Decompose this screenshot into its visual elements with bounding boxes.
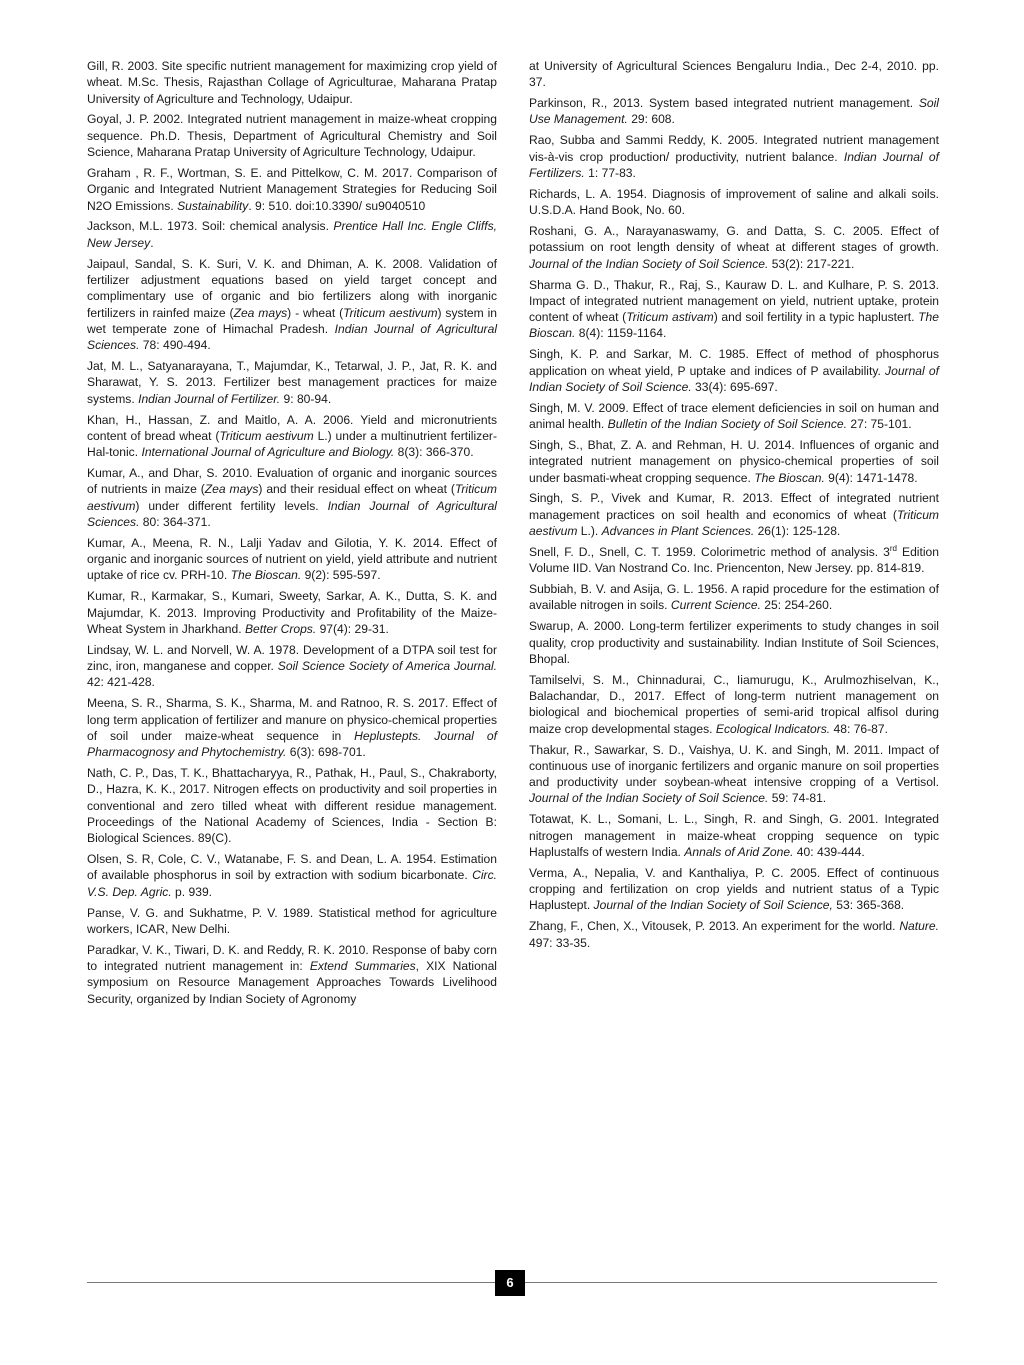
- page-number: 6: [495, 1270, 525, 1296]
- reference-text: Richards, L. A. 1954. Diagnosis of improvement of saline and alkali soils. U.S.D.A. Hand Book, No. 60.: [529, 186, 939, 218]
- reference-entry: [87, 256, 497, 354]
- reference-italic-text: Triticum astivam: [626, 310, 714, 325]
- reference-text: 33(4): 695-697.: [691, 379, 778, 394]
- reference-entry: [87, 465, 497, 530]
- reference-text: Jackson, M.L. 1973. Soil: chemical analysis.: [87, 219, 334, 234]
- reference-italic-text: Ecological Indicators.: [715, 721, 831, 736]
- reference-entry: [87, 58, 497, 107]
- reference-text: Thakur, R., Sawarkar, S. D., Vaishya, U. K. and Singh, M. 2011. Impact of continuous use of inorganic fertilizers and organic manure on soil properties and productivity under soybean-wheat intensive cropping of a Vertisol.: [529, 742, 939, 790]
- reference-text: 53(2): 217-221.: [768, 256, 855, 271]
- reference-italic-text: Zea mays: [233, 305, 288, 320]
- reference-text: Subbiah, B. V. and Asija, G. L. 1956. A rapid procedure for the estimation of available nitrogen in soils.: [529, 582, 939, 613]
- reference-entry: [87, 695, 497, 760]
- reference-text: , XIX National symposium on Resource Management Approaches Towards Livelihood Security, organized by Indian Society of Agronomy: [87, 959, 497, 1006]
- reference-italic-text: Prentice Hall Inc. Engle Cliffs, New Jersey: [87, 219, 497, 250]
- reference-text: rd: [889, 543, 897, 553]
- reference-entry: [529, 223, 939, 272]
- reference-text: Kumar, A., Meena, R. N., Lalji Yadav and Gilotia, Y. K. 2014. Effect of organic and inorganic sources of nutrient on yield, yield attribute and nutrient uptake of rice cv. PRH-10.: [87, 535, 497, 583]
- reference-entry: [529, 132, 939, 181]
- reference-text: Nath, C. P., Das, T. K., Bhattacharyya, R., Pathak, H., Paul, S., Chakraborty, D., Hazra, K. K., 2017. Nitrogen effects on productivity and soil properties in conventional and zero tilled wheat with different residue management. Proceedings of the National Academy of Sciences, India - Section B: Biological Sciences. 89(C).: [87, 766, 497, 846]
- reference-italic-text: Journal of Indian Society of Soil Science.: [529, 363, 939, 394]
- reference-entry: [529, 58, 939, 91]
- reference-text: Snell, F. D., Snell, C. T. 1959. Colorimetric method of analysis. 3: [529, 544, 890, 559]
- reference-italic-text: Sustainability: [177, 198, 249, 213]
- reference-italic-text: Current Science.: [670, 598, 761, 613]
- reference-italic-text: Triticum aestivum: [529, 507, 939, 539]
- reference-text: 25: 254-260.: [760, 598, 833, 613]
- reference-text: 48: 76-87.: [830, 721, 888, 736]
- reference-text: p. 939.: [171, 884, 213, 899]
- reference-text: 9(2): 595-597.: [301, 568, 381, 583]
- reference-text: Gill, R. 2003. Site specific nutrient management for maximizing crop yield of wheat. M.Sc. Thesis, Rajasthan Collage of Agriculturae, Maharana Pratap University of Agriculture and Technology, Udaipur.: [87, 59, 497, 106]
- reference-text: Panse, V. G. and Sukhatme, P. V. 1989. Statistical method for agriculture workers, ICAR, New Delhi.: [87, 905, 497, 936]
- reference-italic-text: Advances in Plant Sciences.: [601, 524, 755, 539]
- reference-text: Verma, A., Nepalia, V. and Kanthaliya, P. C. 2005. Effect of continuous cropping and fertilization on crop yields and nutrient status of a Typic Haplustept.: [529, 865, 939, 913]
- reference-text: . 9: 510. doi:10.3390/ su9040510: [248, 198, 426, 213]
- reference-entry: [87, 905, 497, 938]
- reference-entry: [529, 95, 939, 128]
- reference-text: Tamilselvi, S. M., Chinnadurai, C., Iiamurugu, K., Arulmozhiselvan, K., Balachandar, D., 2017. Effect of long-term nutrient management on biological and biochemical properties of semi-arid tropical alfisol during maize crop developmental stages.: [529, 672, 939, 736]
- reference-entry: [529, 672, 939, 737]
- reference-text: Totawat, K. L., Somani, L. L., Singh, R. and Singh, G. 2001. Integrated nitrogen management in maize-wheat cropping sequence on typic Haplustalfs of western India.: [529, 812, 939, 859]
- reference-text: 42: 421-428.: [87, 675, 155, 690]
- reference-entry: [529, 186, 939, 219]
- reference-text: 9(4): 1471-1478.: [824, 470, 918, 485]
- reference-text: Parkinson, R., 2013. System based integrated nutrient management.: [529, 96, 919, 111]
- reference-italic-text: International Journal of Agriculture and Biology.: [141, 445, 395, 460]
- reference-entry: [87, 165, 497, 214]
- reference-italic-text: Indian Journal of Agricultural Sciences.: [87, 498, 497, 529]
- reference-text: Zhang, F., Chen, X., Vitousek, P. 2013. An experiment for the world.: [529, 919, 900, 934]
- reference-text: 97(4): 29-31.: [316, 621, 389, 636]
- reference-text: ) - wheat (: [287, 305, 344, 320]
- reference-entry: [87, 942, 497, 1007]
- reference-italic-text: The Bioscan.: [529, 310, 940, 341]
- reference-entry: [87, 642, 497, 691]
- reference-entry: [529, 581, 939, 614]
- reference-text: 53: 365-368.: [832, 898, 905, 913]
- reference-italic-text: Triticum aestivum: [219, 428, 314, 443]
- reference-entry: [529, 918, 939, 951]
- reference-entry: [87, 358, 497, 407]
- reference-entry: [529, 618, 939, 667]
- reference-italic-text: Extend Summaries: [309, 959, 416, 974]
- reference-text: Rao, Subba and Sammi Reddy, K. 2005. Integrated nutrient management vis-à-vis crop production/ productivity, nutrient balance.: [529, 133, 939, 164]
- reference-italic-text: Nature.: [899, 919, 939, 934]
- reference-italic-text: Better Crops.: [244, 621, 317, 636]
- reference-text: ) system in wet temperate zone of Himachal Pradesh.: [87, 305, 498, 336]
- reference-text: 1: 77-83.: [584, 165, 636, 180]
- reference-text: 8(4): 1159-1164.: [575, 326, 667, 341]
- references-right-column: [529, 58, 939, 956]
- reference-entry: [529, 865, 939, 914]
- reference-italic-text: Circ. V.S. Dep. Agric.: [87, 868, 497, 899]
- reference-text: Goyal, J. P. 2002. Integrated nutrient management in maize-wheat cropping sequence. Ph.D. Thesis, Department of Agricultural Chemistry and Soil Science, Maharana Pratap University of Agriculture Technology, Udaipur.: [87, 112, 497, 160]
- reference-text: L.).: [577, 524, 602, 539]
- reference-text: Kumar, A., and Dhar, S. 2010. Evaluation of organic and inorganic sources of nutrients in maize (: [87, 465, 497, 497]
- reference-text: 6(3): 698-701.: [286, 745, 366, 760]
- reference-text: 27: 75-101.: [847, 417, 912, 432]
- reference-text: 26(1): 125-128.: [754, 524, 841, 539]
- reference-text: 497: 33-35.: [529, 935, 591, 950]
- reference-text: Meena, S. R., Sharma, S. K., Sharma, M. and Ratnoo, R. S. 2017. Effect of long term application of fertilizer and manure on physico-chemical properties of soil under maize-wheat sequence in: [87, 696, 497, 743]
- reference-entry: [529, 277, 939, 342]
- reference-entry: [87, 588, 497, 637]
- reference-text: Singh, S. P., Vivek and Kumar, R. 2013. Effect of integrated nutrient management practices on soil health and economics of wheat (: [529, 491, 939, 522]
- reference-italic-text: Heplustepts. Journal of Pharmacognosy and Phytochemistry.: [87, 728, 497, 760]
- reference-text: .: [150, 235, 154, 250]
- reference-text: ) and soil fertility in a typic haplustert.: [713, 310, 919, 325]
- reference-entry: [87, 111, 497, 160]
- reference-entry: [87, 218, 497, 251]
- reference-entry: [529, 544, 939, 577]
- reference-text: Kumar, R., Karmakar, S., Kumari, Sweety, Sarkar, A. K., Dutta, S. K. and Majumdar, K. 2013. Improving Productivity and Profitability of the Maize-Wheat System in Jharkhand.: [87, 589, 497, 636]
- reference-entry: [529, 742, 939, 807]
- reference-text: 8(3): 366-370.: [394, 445, 474, 460]
- reference-text: Edition Volume IID. Van Nostrand Co. Inc. Priencenton, New Jersey. pp. 814-819.: [529, 544, 939, 576]
- reference-text: Lindsay, W. L. and Norvell, W. A. 1978. Development of a DTPA soil test for zinc, iron, manganese and copper.: [87, 642, 497, 674]
- reference-entry: [529, 400, 939, 433]
- reference-entry: [529, 346, 939, 395]
- reference-text: ) and their residual effect on wheat (: [258, 482, 455, 497]
- reference-italic-text: The Bioscan.: [230, 568, 302, 583]
- reference-italic-text: Triticum aestivum: [87, 482, 497, 513]
- reference-text: Sharma G. D., Thakur, R., Raj, S., Kauraw D. L. and Kulhare, P. S. 2013. Impact of integrated nutrient management on yield, nutrient uptake, protein content of wheat (: [529, 277, 939, 325]
- reference-italic-text: Triticum aestivum: [343, 305, 438, 320]
- reference-text: Jaipaul, Sandal, S. K. Suri, V. K. and Dhiman, A. K. 2008. Validation of fertilizer adjustment equations based on yield target concept and complimentary use of organic and bio fertilizers along with inorganic fertilizers in rainfed maize (: [87, 256, 497, 320]
- reference-italic-text: The Bioscan.: [754, 470, 825, 485]
- reference-italic-text: Soil Use Management.: [529, 96, 939, 127]
- reference-italic-text: Annals of Arid Zone.: [684, 844, 794, 859]
- reference-text: 9: 80-94.: [280, 391, 332, 406]
- reference-entry: [87, 851, 497, 900]
- reference-entry: [87, 535, 497, 584]
- reference-text: Khan, H., Hassan, Z. and Maitlo, A. A. 2006. Yield and micronutrients content of bread wheat (: [87, 412, 497, 443]
- reference-text: ) under different fertility levels.: [135, 498, 328, 513]
- reference-text: 78: 490-494.: [139, 338, 211, 353]
- reference-entry: [87, 412, 497, 461]
- references-left-column: [87, 58, 497, 1012]
- reference-text: Roshani, G. A., Narayanaswamy, G. and Datta, S. C. 2005. Effect of potassium on root length density of wheat at different stages of growth.: [529, 224, 939, 255]
- reference-italic-text: Journal of the Indian Society of Soil Science.: [529, 256, 769, 271]
- reference-text: 29: 608.: [627, 112, 675, 127]
- reference-italic-text: Zea mays: [204, 482, 259, 497]
- reference-entry: [87, 765, 497, 846]
- reference-entry: [529, 490, 939, 539]
- reference-italic-text: Journal of the Indian Society of Soil Science.: [529, 791, 769, 806]
- reference-text: 59: 74-81.: [768, 791, 827, 806]
- reference-text: Singh, M. V. 2009. Effect of trace element deficiencies in soil on human and animal health.: [529, 400, 939, 432]
- reference-italic-text: Journal of the Indian Society of Soil Science,: [593, 898, 833, 913]
- reference-text: Paradkar, V. K., Tiwari, D. K. and Reddy, R. K. 2010. Response of baby corn to integrated nutrient management in:: [87, 942, 497, 974]
- reference-text: Olsen, S. R, Cole, C. V., Watanabe, F. S. and Dean, L. A. 1954. Estimation of available phosphorus in soil by extraction with sodium bicarbonate.: [87, 852, 497, 883]
- reference-italic-text: Indian Journal of Fertilizers.: [529, 149, 940, 180]
- reference-entry: [529, 437, 939, 486]
- reference-text: at University of Agricultural Sciences Bengaluru India., Dec 2-4, 2010. pp. 37.: [529, 59, 939, 90]
- reference-text: Singh, S., Bhat, Z. A. and Rehman, H. U. 2014. Influences of organic and integrated nutrient management on physico-chemical properties of soil under basmati-wheat cropping sequence.: [529, 437, 939, 485]
- reference-text: L.) under a multinutrient fertilizer-Hal-tonic.: [87, 428, 497, 460]
- reference-text: Graham , R. F., Wortman, S. E. and Pittelkow, C. M. 2017. Comparison of Organic and Integrated Nutrient Management Strategies for Reducing Soil N2O Emissions.: [87, 165, 497, 213]
- reference-entry: [529, 811, 939, 860]
- reference-text: Swarup, A. 2000. Long-term fertilizer experiments to study changes in soil quality, crop productivity and sustainability. Indian Institute of Soil Sciences, Bhopal.: [529, 619, 939, 666]
- reference-italic-text: Soil Science Society of America Journal.: [277, 659, 498, 674]
- reference-text: Jat, M. L., Satyanarayana, T., Majumdar, K., Tetarwal, J. P., Jat, R. K. and Sharawat, Y. S. 2013. Fertilizer best management practices for maize systems.: [87, 359, 497, 406]
- reference-italic-text: Bulletin of the Indian Society of Soil Science.: [607, 417, 848, 432]
- reference-text: 80: 364-371.: [139, 514, 211, 529]
- reference-text: 40: 439-444.: [793, 844, 865, 859]
- reference-text: Singh, K. P. and Sarkar, M. C. 1985. Effect of method of phosphorus application on wheat yield, P uptake and indices of P availability.: [529, 347, 939, 378]
- reference-italic-text: Indian Journal of Fertilizer.: [138, 391, 281, 406]
- reference-italic-text: Indian Journal of Agricultural Sciences.: [87, 321, 498, 353]
